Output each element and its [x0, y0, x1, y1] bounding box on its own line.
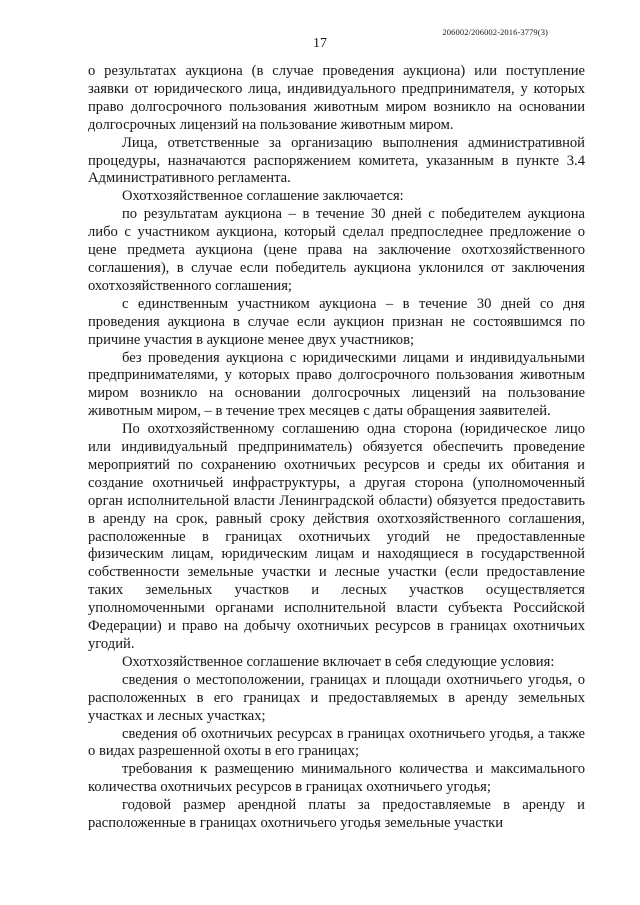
paragraph-location-info: сведения о местоположении, границах и площади охотничьего угодья, о расположенных в его границах и предоставляемых в аренду земельных участках и лесных участках;: [88, 671, 585, 724]
paragraph-annual-rent: годовой размер арендной платы за предоставляемые в аренду и расположенные в границах охотничьего угодья земельные участки: [88, 797, 585, 832]
document-body: [88, 63, 585, 833]
paragraph-placement-requirements: требования к размещению минимального количества и максимального количества охотничьих ресурсов в границах охотничьего угодья;: [88, 761, 585, 796]
document-id: 206002/206002-2016-3779(3): [442, 27, 548, 37]
paragraph-by-auction-results: по результатам аукциона – в течение 30 дней с победителем аукциона либо с участником аукциона, который сделал предпоследнее предложение о цене предмета аукциона (цене права на заключение охотхозяйственного соглашения), в случае если победитель аукциона уклонился от заключения охотхозяйственного соглашения;: [88, 206, 585, 294]
paragraph-auction-results: о результатах аукциона (в случае проведения аукциона) или поступление заявки от юридического лица, индивидуального предпринимателя, у которых право долгосрочного пользования животным миром возникло на основании долгосрочных лицензий на пользование животным миром.: [88, 63, 585, 133]
paragraph-resources-info: сведения об охотничьих ресурсах в границах охотничьего угодья, а также о видах разрешенной охоты в его границах;: [88, 725, 585, 760]
paragraph-agreement-concluded: Охотхозяйственное соглашение заключается:: [122, 188, 404, 205]
page-number: 17: [313, 36, 327, 51]
paragraph-single-participant: с единственным участником аукциона – в течение 30 дней со дня проведения аукциона в случае если аукцион признан не состоявшимся по причине участия в аукционе менее двух участников;: [88, 295, 585, 348]
paragraph-responsible-persons: Лица, ответственные за организацию выполнения административной процедуры, назначаются распоряжением комитета, указанным в пункте 3.4 Административного регламента.: [88, 134, 585, 187]
paragraph-without-auction: без проведения аукциона с юридическими лицами и индивидуальными предпринимателями, у которых право долгосрочного пользования животным миром возникло на основании долгосрочных лицензий на пользование животным миром, – в течение трех месяцев с даты обращения заявителей.: [88, 349, 585, 420]
paragraph-agreement-conditions: Охотхозяйственное соглашение включает в себя следующие условия:: [122, 653, 555, 670]
paragraph-agreement-obligations: По охотхозяйственному соглашению одна сторона (юридическое лицо или индивидуальный предприниматель) обязуется обеспечить проведение мероприятий по сохранению охотничьих ресурсов и среды их обитания и создание охотничьей инфраструктуры, а другая сторона (уполномоченный орган исполнительной власти Ленинградской области) обязуется предоставить в аренду на срок, равный сроку действия охотхозяйственного соглашения, расположенные в границах охотничьих угодий не предоставленные физическим лицам, юридическим лицам и находящиеся в государственной собственности земельные участки и лесные участки (если предоставление таких земельных участков и лесных участков осуществляется уполномоченными органами исполнительной власти субъекта Российской Федерации) и право на добычу охотничьих ресурсов в границах охотничьих угодий.: [88, 421, 585, 652]
